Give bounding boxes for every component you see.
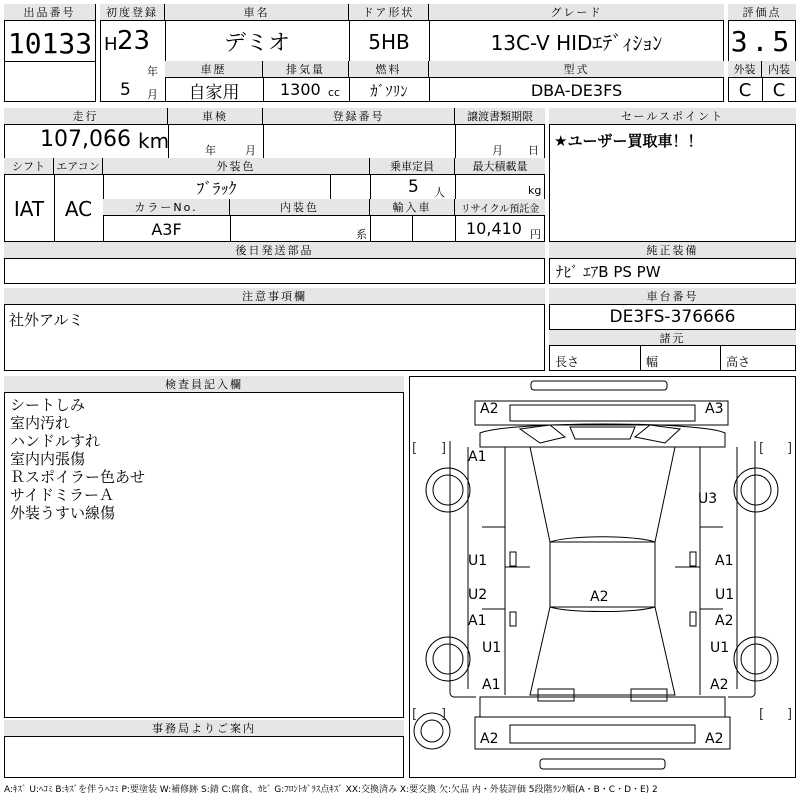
- recycle-value: 10,410: [466, 219, 522, 238]
- damage-mark: U1: [468, 553, 488, 569]
- length-label: 長さ: [555, 355, 580, 369]
- inspector-note: シートしみ: [10, 396, 86, 414]
- dimensions-header: 諸元: [549, 329, 796, 346]
- damage-mark: U2: [468, 587, 488, 603]
- genuine-header: 純正装備: [549, 242, 796, 259]
- inspector-note: サイドミラーＡ: [10, 486, 114, 504]
- cc-unit: cc: [328, 86, 341, 99]
- exterior-grade: C: [738, 79, 752, 101]
- damage-mark: U1: [482, 640, 502, 656]
- bracket-mark: ]: [787, 707, 793, 722]
- reg-no-header: 登録番号: [263, 108, 455, 125]
- office-header: 事務局よりご案内: [4, 720, 404, 737]
- damage-mark: A1: [468, 613, 487, 629]
- kei-unit: 系: [356, 228, 367, 241]
- reg-month: 5: [120, 80, 131, 100]
- bracket-mark: ]: [787, 441, 793, 456]
- lot-no-header: 出品番号: [4, 4, 96, 21]
- width-label: 幅: [646, 355, 659, 369]
- bracket-mark: [: [759, 441, 765, 456]
- color-no-value: A3F: [151, 219, 182, 239]
- sales-point-box: [549, 108, 796, 242]
- inspector-note: 室内内張傷: [10, 450, 86, 468]
- inspector-note: 室内汚れ: [10, 414, 71, 432]
- reg-year: 23: [117, 26, 151, 56]
- load-header: 最大積載量: [455, 158, 545, 175]
- damage-mark: U1: [710, 640, 730, 656]
- insp-month: 月: [245, 144, 256, 157]
- damage-mark: A2: [480, 401, 499, 417]
- shift-value: IAT: [13, 196, 45, 221]
- genuine-value: ﾅﾋﾞ ｴｱB PS PW: [556, 263, 661, 281]
- color-no-header: カラーNo.: [103, 199, 230, 216]
- later-parts-header: 後日発送部品: [4, 242, 545, 259]
- model-code-header: 型式: [429, 61, 724, 78]
- damage-mark: A1: [468, 449, 487, 465]
- fuel-value: ｶﾞｿﾘﾝ: [370, 81, 408, 100]
- chassis-value: DE3FS-376666: [609, 307, 736, 327]
- inspector-header: 検査員記入欄: [4, 376, 404, 393]
- sales-point-header: セールスポイント: [549, 108, 796, 125]
- damage-mark: U1: [715, 587, 735, 603]
- inspection-header: 車検: [168, 108, 263, 125]
- legend-footer: A:ｷｽﾞ U:ﾍｺﾐ B:ｷｽﾞを伴うﾍｺﾐ P:要塗装 W:補修跡 S:錆 C:腐食、ｶﾋﾞ G:ﾌﾛﾝﾄｶﾞﾗｽ点ｷｽﾞ XX:交換済み X:要交換 欠:欠品 内・外装評価 5段階ﾗﾝｸ順(A・B・C・D・E) 2: [4, 785, 658, 795]
- ext-color-value: ﾌﾞﾗｯｸ: [196, 178, 237, 198]
- notes-header: 注意事項欄: [4, 288, 545, 305]
- bracket-mark: ]: [441, 441, 447, 456]
- lot-number: 10133: [7, 26, 93, 60]
- aircon-value: AC: [64, 196, 93, 221]
- model-code-value: DBA-DE3FS: [530, 80, 623, 100]
- shift-header: シフト: [4, 158, 54, 175]
- damage-mark: A2: [710, 677, 729, 693]
- displacement-header: 排気量: [263, 61, 349, 78]
- bracket-mark: [: [412, 441, 418, 456]
- insp-year: 年: [205, 144, 216, 157]
- mileage-header: 走行: [4, 108, 168, 125]
- history-value: 自家用: [188, 82, 240, 103]
- month-unit: 月: [147, 88, 158, 101]
- grade-header: グレード: [429, 4, 724, 21]
- score-header: 評価点: [728, 4, 796, 21]
- first-reg-header: 初度登録: [100, 4, 165, 21]
- damage-mark: A2: [480, 731, 499, 747]
- inspector-note: ハンドルすれ: [10, 432, 101, 450]
- transfer-header: 譲渡書類期限: [455, 108, 545, 125]
- height-label: 高さ: [726, 355, 751, 369]
- history-header: 車歴: [165, 61, 263, 78]
- kg-unit: kg: [528, 184, 542, 197]
- ext-color-header: 外装色: [103, 158, 370, 175]
- interior-header: 内装: [762, 61, 796, 78]
- damage-mark: A1: [715, 553, 734, 569]
- notes-value: 社外アルミ: [9, 311, 84, 329]
- damage-mark: U3: [698, 491, 718, 507]
- car-name: デミオ: [223, 31, 290, 56]
- recycle-header: リサイクル預託金: [455, 199, 545, 216]
- int-color-header: 内装色: [230, 199, 370, 216]
- damage-mark: A2: [590, 589, 609, 605]
- bracket-mark: ]: [441, 707, 447, 722]
- exterior-header: 外装: [728, 61, 762, 78]
- inspector-note: Ｒスポイラー色あせ: [10, 468, 146, 486]
- damage-diagram: [409, 376, 796, 778]
- import-header: 輸入車: [370, 199, 455, 216]
- damage-mark: A3: [705, 401, 724, 417]
- people-unit: 人: [434, 186, 445, 199]
- car-outline-diagram: [410, 377, 795, 777]
- transfer-day: 日: [528, 144, 539, 157]
- fuel-header: 燃料: [349, 61, 429, 78]
- door-type: 5HB: [368, 29, 410, 54]
- score-value: 3.5: [730, 24, 794, 58]
- bracket-mark: [: [412, 707, 418, 722]
- interior-grade: C: [772, 79, 786, 101]
- damage-mark: A1: [482, 677, 501, 693]
- sales-point-text: ★ユーザー買取車！！: [554, 132, 703, 150]
- era-letter: H: [104, 34, 118, 55]
- aircon-header: エアコン: [54, 158, 103, 175]
- mileage-value: 107,066: [40, 127, 131, 152]
- transfer-month: 月: [492, 144, 503, 157]
- year-unit: 年: [147, 65, 158, 78]
- km-unit: km: [138, 129, 170, 153]
- inspector-note: 外装うすい線傷: [10, 504, 116, 522]
- damage-mark: A2: [715, 613, 734, 629]
- displacement-value: 1300: [280, 80, 321, 99]
- door-header: ドア形状: [349, 4, 429, 21]
- grade-value: 13C-V HIDｴﾃﾞｨｼｮﾝ: [490, 31, 663, 55]
- chassis-header: 車台番号: [549, 288, 796, 305]
- inspector-notes-list: [10, 396, 145, 522]
- yen-unit: 円: [530, 228, 541, 241]
- damage-mark: A2: [705, 731, 724, 747]
- car-name-header: 車名: [165, 4, 349, 21]
- bracket-mark: [: [759, 707, 765, 722]
- capacity-header: 乗車定員: [370, 158, 455, 175]
- capacity-value: 5: [408, 177, 419, 197]
